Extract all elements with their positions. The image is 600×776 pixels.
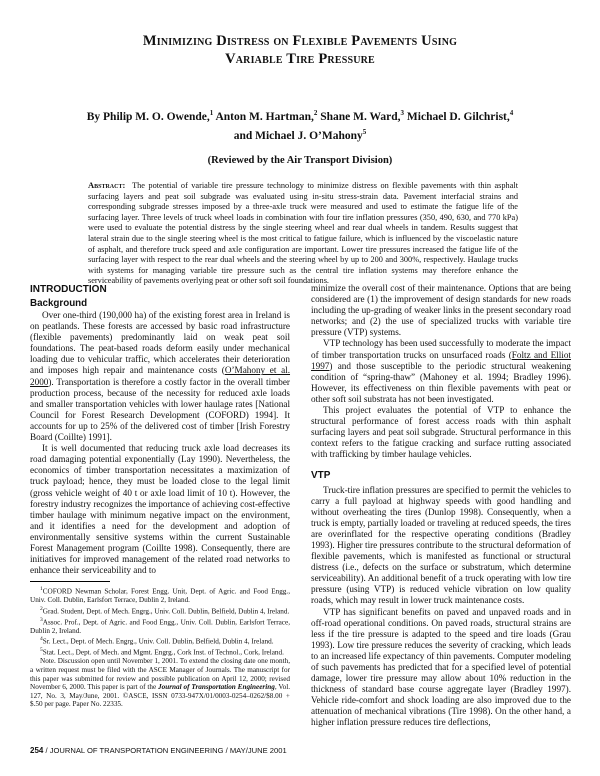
footnote [30,585,290,605]
footnote-text: Stat. Lect., Dept. of Mech. and Mgmt. Engrg., Cork Inst. of Technol., Cork, Ireland. [42,648,284,657]
footnote-divider [30,581,110,582]
paragraph [311,338,571,405]
note-text: , Vol. 127, No. 3, May/June, 2001. ©ASCE, ISSN 0733-947X/01/0003-0254–0262/$8.00 + $.50 per page. Paper No. 22335. [30,683,291,709]
author-list [40,106,560,144]
paragraph: VTP has significant benefits on paved and unpaved roads and in off-road operational conditions. On paved roads, structural strains are less if the tire pressure is adapted to the speed and tire loads (Grau 1993). Low tire pressure reduces the severity of cracking, which leads to an increased life expectancy of thin pavements. Computer modeling of such pavements has predicted that for a specified level of potential damage, lower tire pressure may allow about 10% reduction in the thickness of standard base course aggregate layer (Bradley 1997). Vehicle ride-comfort and shock loading are also improved due to the attenuation of mechanical vibrations (Tire 1998). On the other hand, a higher inflation pressure reduces tire deflections, [311,606,571,728]
author-gilchrist: Michael D. Gilchrist, [404,110,510,123]
footnote-number: 4 [40,636,43,643]
paragraph-text: VTP technology has been used successfully to moderate the impact of timber transportation trucks on unsurfaced roads ( [311,338,571,360]
citation-link[interactable]: Foltz and Elliot 1997 [311,349,571,371]
title-line-2: Variable Tire Pressure [225,51,375,67]
paragraph: Truck-tire inflation pressures are specified to permit the vehicles to carry a full payload at highway speeds with good handling and without overheating the tires (Dunlop 1998). Consequently, when a truck is empty, partially loaded or traveling at reduced speeds, the tires are overinflated for the respective operating conditions (Bradley 1993). Higher tire pressures contribute to the structural deformation of flexible pavements, which is manifested as functional or structural distress (i.e., defects on the surface or substratum, which determine serviceability). An additional benefit of a truck operating with low tire pressure (using VTP) is reduced vehicle vibration on low quality roads, which may result in lower truck maintenance costs. [311,484,571,606]
footnote-text: Sr. Lect., Dept. of Mech. Engrg., Univ. Coll. Dublin, Belfield, Dublin 4, Ireland. [42,637,274,646]
subsection-heading-background: Background [30,298,88,309]
abstract [88,180,518,287]
author-omahony: and Michael J. O’Mahony [233,129,363,142]
paragraph-text: Over one-third (190,000 ha) of the existing forest area in Ireland is on peatlands. These forests are accessed by basic road infrastructure (flexible pavements) predominantly laid on weak peat soil foundations. The peat-based roads deform easily under mechanical loading due to vehicular traffic, which accelerates their deterioration and imposes high repair and maintenance costs ( [30,310,290,376]
page-number: 254 [30,746,44,755]
footnotes [30,585,290,709]
paper-title [40,32,560,68]
footnote-number: 5 [40,647,43,654]
author-mark: 1 [209,109,214,117]
reviewed-by: (Reviewed by the Air Transport Division) [207,155,393,166]
footnote [30,616,290,636]
paragraph-text: ). Transportation is therefore a costly factor in the overall timber production process, because of the necessity for reduced axle loads and smaller transportation vehicles with lower haulage rates [National Council for Forest Research Development (COFORD) 1994]. It accounts for up to 25% of the delivered cost of timber [Irish Forestry Board (Coillte) 1991]. [30,376,290,443]
paragraph: This project evaluates the potential of VTP to enhance the structural performance of forest access roads with thin asphalt surfacing layers and peat soil subgrade. Structural performance in this context refers to the fatigue cracking and surface rutting associated with trafficking by timber haulage vehicles. [311,405,571,460]
title-line-1: Minimizing Distress on Flexible Pavements Using [142,33,458,49]
footnote-number: 2 [40,605,43,612]
footnote-text: COFORD Newman Scholar, Forest Engg. Unit, Dept. of Agric. and Food Engg., Univ. Coll. Dublin, Earlsfort Terrace, Dublin 2, Ireland. [30,587,290,605]
footnote-text: Grad. Student, Dept. of Mech. Engrg., Univ. Coll. Dublin, Belfield, Dublin 4, Ireland. [42,607,290,616]
left-column [30,283,290,709]
author-owende: By Philip M. O. Owende, [86,110,210,123]
author-line-2 [40,125,560,144]
footnote-number: 3 [40,616,43,623]
paragraph: It is well documented that reducing truck axle load decreases its road damaging potential exponentially (Lay 1990). Nevertheless, the economics of timber transportation necessitates a maximization of truck payload; hence, they must be loaded close to the legal limit (gross vehicle weight of 40 t or axle load limit of 10 t). However, the forestry industry recognizes the importance of achieving cost-effective timber haulage with minimum negative impact on the environment, and it identifies a need for the development and adoption of environmentally sensitive systems within the current Sustainable Forest Management program (Coillte 1998). Consequently, there are initiatives for improved management of the related road networks to enhance their serviceability and to [30,443,290,576]
section-heading-introduction: INTRODUCTION [30,284,107,295]
section-heading-vtp: VTP [311,469,331,481]
citation-link[interactable]: O’Mahony et al. 2000 [30,365,291,387]
paragraph: minimize the overall cost of their maintenance. Options that are being considered are (1) the improvement of design standards for new roads including the up-grading of weaker links in the present secondary road networks; and (2) the use of specialized trucks with variable tire pressure (VTP) systems. [311,283,571,338]
author-hartman: Anton M. Hartman, [213,110,314,123]
footnote-text: Assoc. Prof., Dept. of Agric. and Food Engg., Univ. Coll. Dublin, Earlsfort Terrace, Dublin 2, Ireland. [30,618,290,635]
author-line-1 [40,106,560,125]
footnote [30,646,290,657]
footnote [30,605,290,616]
author-mark: 5 [362,127,367,136]
author-mark: 2 [313,109,318,117]
journal-name: Journal of Transportation Engineering [158,683,275,692]
abstract-label: Abstract: [88,180,126,190]
author-ward: Shane M. Ward, [317,110,401,123]
footnote [30,635,290,646]
page-footer [30,746,570,756]
right-column [311,283,571,729]
author-mark: 4 [509,109,514,117]
abstract-text: The potential of variable tire pressure technology to minimize distress on flexible pavements with thin asphalt surfacing layers and peat soil subgrade was evaluated using in-situ stress-strain data. Pavement interfacial strains and corresponding subgrade stresses imposed by a three-axle truck were measured and used to estimate the fatigue life of the surfacing layer. Three levels of truck wheel loads in combination with four tire inflation pressures (350, 490, 630, and 770 kPa) were used to evaluate the potential distress by the single steering wheel and rear dual wheels in tandem. Results suggest that lateral strain due to the single steering wheel is the most critical to fatigue failure, which is influenced by the viscoelastic nature of asphalt, and therefore truck speed and axle configuration are important. Lower tire pressures increased the fatigue life of the surfacing layer with respect to the rear dual wheels and the steering wheel by up to 200 and 300%, respectively. Haulage trucks with systems for managing variable tire pressure such as the central tire inflation systems may therefore enhance the serviceability of pavements overlying peat or other soft soil foundations. [88,181,518,286]
journal-footer: / JOURNAL OF TRANSPORTATION ENGINEERING / MAY/JUNE 2001 [43,746,287,755]
footnote-number: 1 [40,586,43,593]
note-text: Note. Discussion open until November 1, 2001. To extend the closing date one month, a written request must be filed with the ASCE Manager of Journals. The manuscript for this paper was submitted for review and possible publication on April 12, 2000; revised November 6, 2000. This paper is part of the [30,657,290,692]
paragraph-text: ) and those susceptible to the periodic structural weakening condition of “spring-thaw” (Mahoney et al. 1994; Bradley 1996). However, its effectiveness on thin flexible pavements with peat or other soft soil substrata has not been investigated. [311,360,571,404]
author-mark: 3 [400,109,405,117]
paragraph [30,310,290,443]
publication-note [30,657,290,709]
